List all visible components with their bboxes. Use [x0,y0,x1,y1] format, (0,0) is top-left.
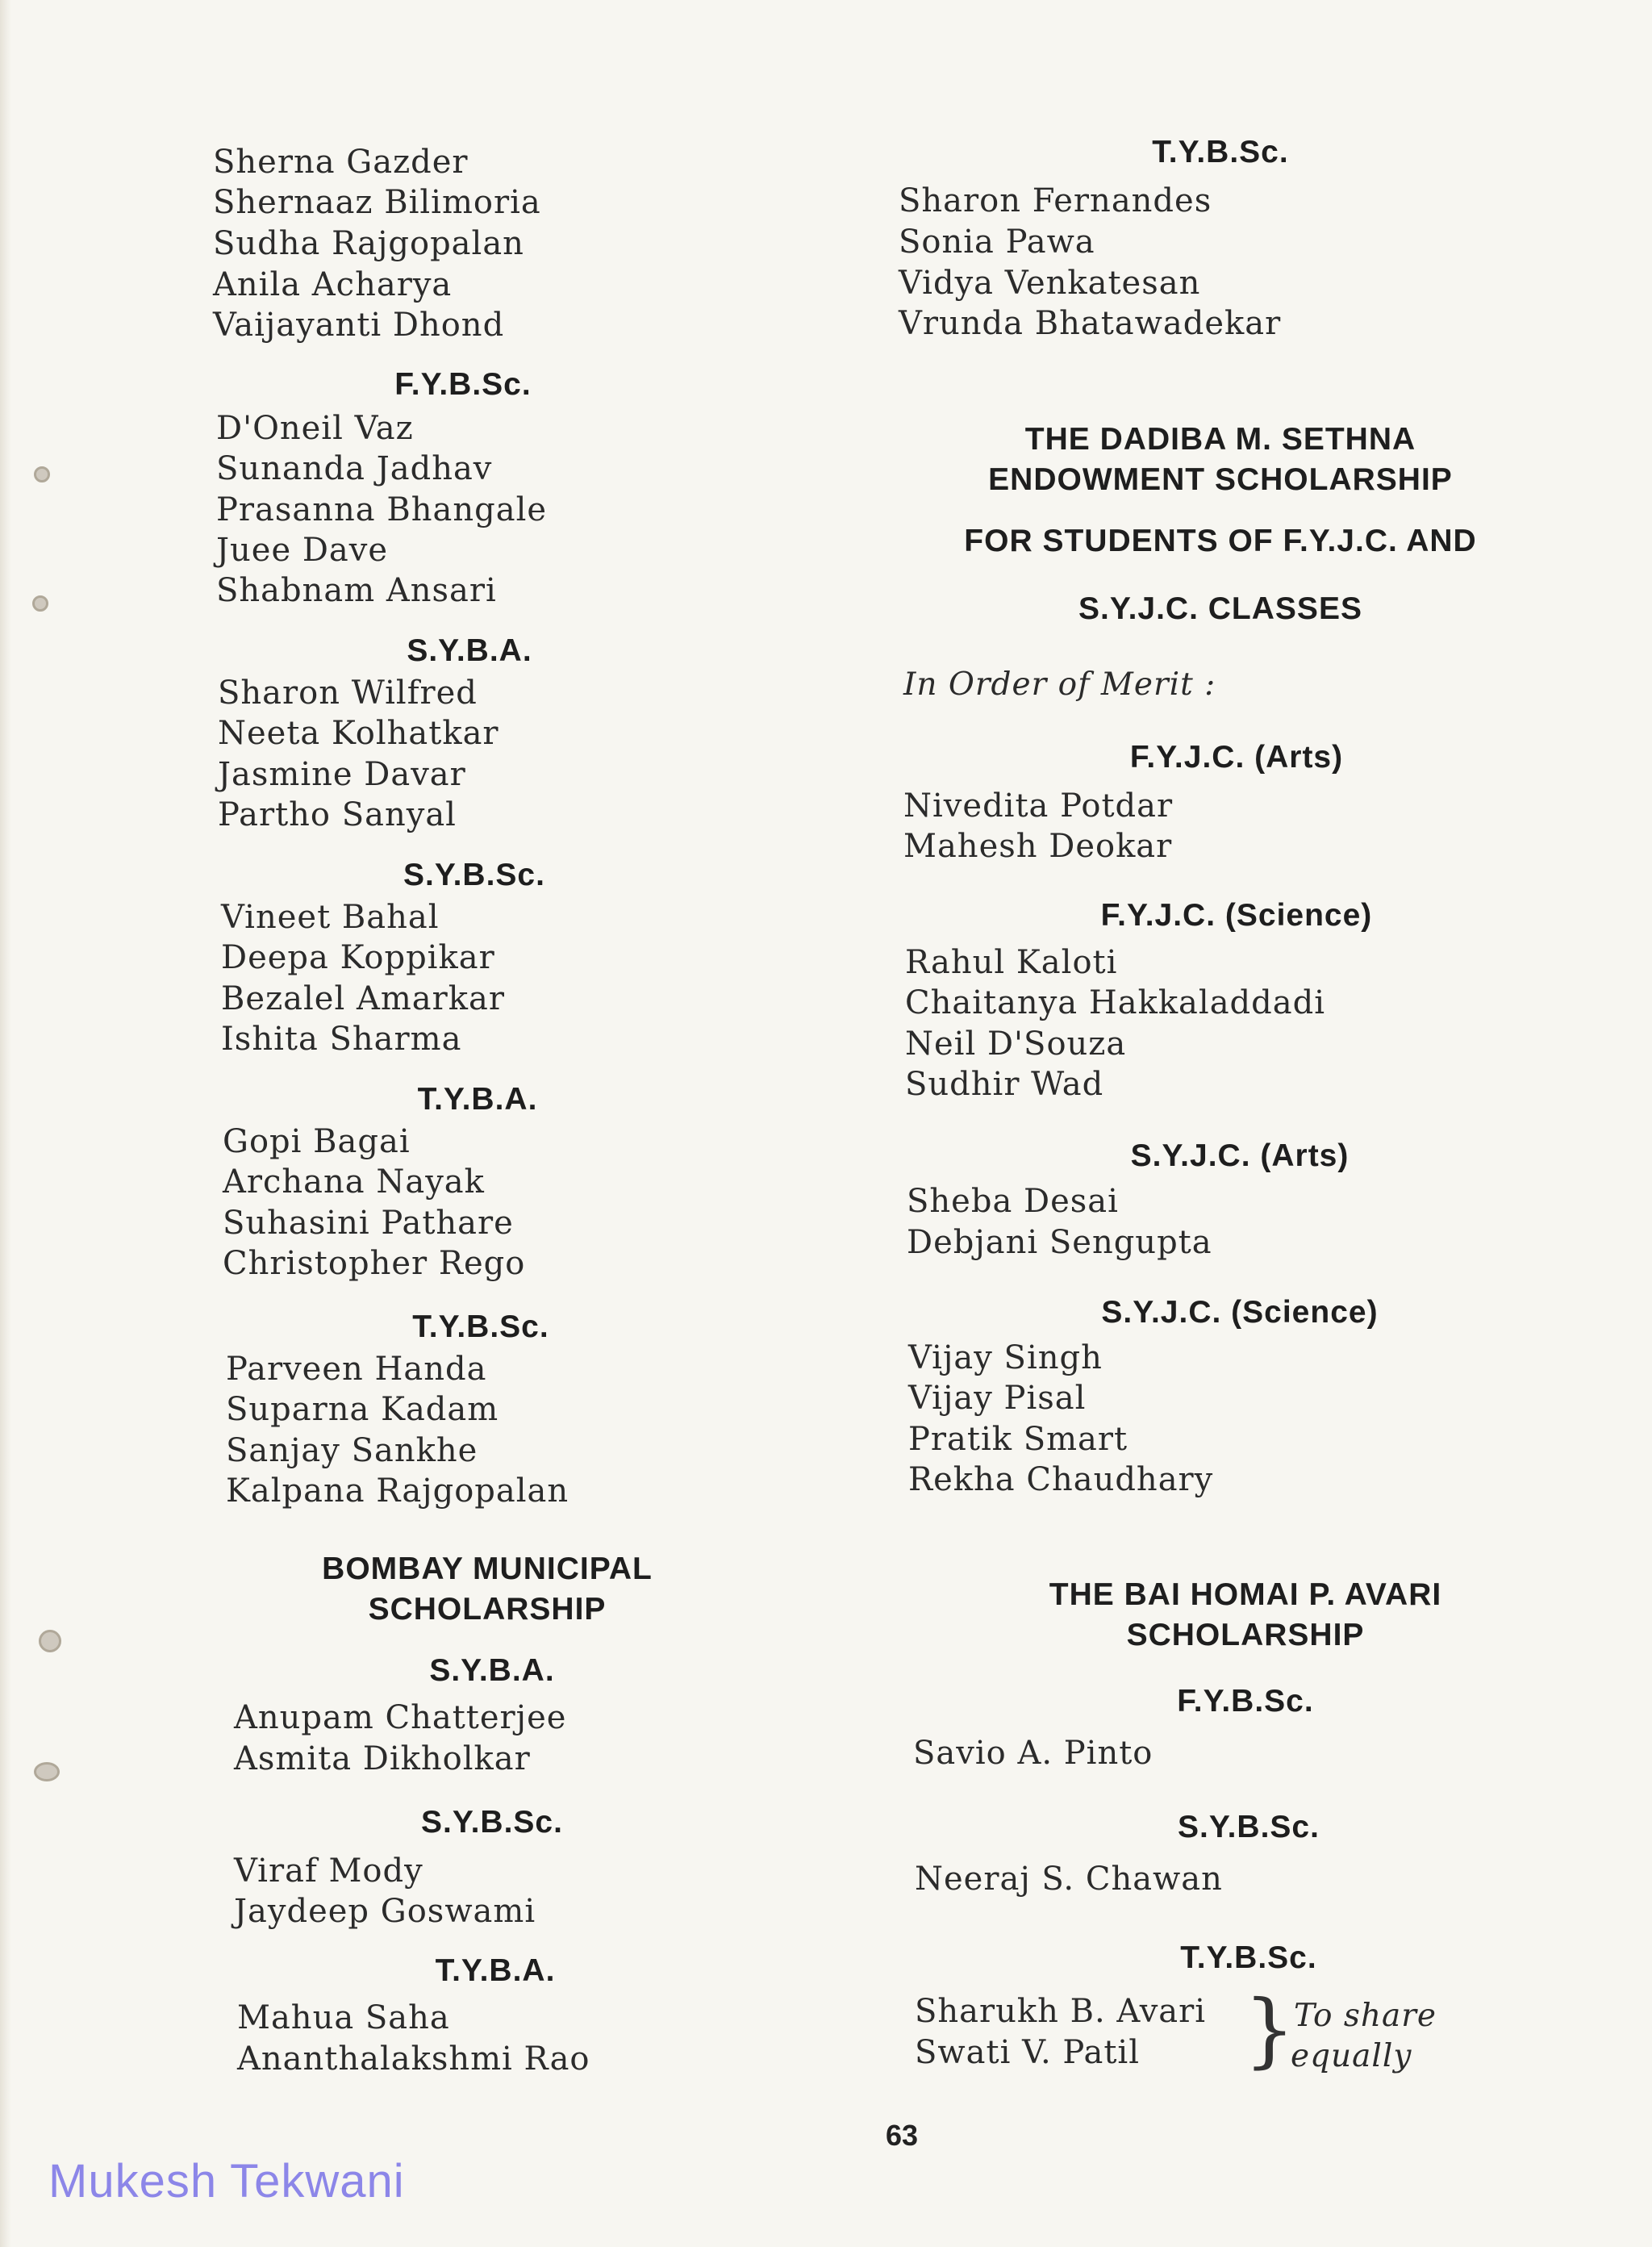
share-note-line2: equally [1291,2038,1412,2074]
merit-note: In Order of Merit : [903,666,1216,703]
binding-hole-3 [39,1630,61,1652]
section-heading-tybsc: T.Y.B.Sc. [412,1309,549,1344]
dadiba-title-line2: ENDOWMENT SCHOLARSHIP [988,462,1453,497]
list-item: Sharon Fernandes [899,182,1212,219]
bombay-heading-tyba: T.Y.B.A. [435,1953,556,1988]
section-heading-syba: S.Y.B.A. [407,633,532,668]
list-item: Nivedita Potdar [903,787,1174,825]
list-item: Debjani Sengupta [907,1224,1212,1261]
binding-hole-1 [34,466,50,482]
watermark: Mukesh Tekwani [48,2155,405,2207]
avari-heading-tybsc: T.Y.B.Sc. [1180,1940,1317,1975]
section-heading-sybsc: S.Y.B.Sc. [403,858,545,892]
heading-fyjc-science: F.Y.J.C. (Science) [1100,898,1373,933]
list-item: Viraf Mody [234,1852,423,1890]
list-item: Sudhir Wad [905,1066,1104,1103]
list-item: Rekha Chaudhary [908,1461,1214,1498]
avari-heading-fybsc: F.Y.B.Sc. [1177,1684,1314,1719]
list-item: Neeraj S. Chawan [915,1861,1223,1898]
list-item: Ishita Sharma [221,1021,462,1058]
binding-hole-2 [32,595,48,612]
list-item: Mahua Saha [237,1999,450,2036]
list-item: Deepa Koppikar [221,939,495,976]
list-item: Christopher Rego [223,1245,526,1282]
list-item: Sharon Wilfred [218,675,478,712]
list-item: Partho Sanyal [218,796,457,833]
list-item: Savio A. Pinto [913,1735,1153,1772]
list-item: Mahesh Deokar [903,828,1173,865]
dadiba-title-line4: S.Y.J.C. CLASSES [1078,591,1362,626]
list-item: Prasanna Bhangale [216,491,548,528]
list-item: Vineet Bahal [221,899,440,936]
list-item: Parveen Handa [226,1351,487,1388]
section-heading-fybsc: F.Y.B.Sc. [394,367,532,402]
avari-heading-sybsc: S.Y.B.Sc. [1178,1810,1320,1844]
list-item: Suparna Kadam [226,1391,499,1428]
heading-syjc-science: S.Y.J.C. (Science) [1101,1295,1379,1330]
dadiba-title-line3: FOR STUDENTS OF F.Y.J.C. AND [964,524,1477,558]
avari-title-line2: SCHOLARSHIP [1126,1618,1365,1652]
brace-icon: } [1244,1982,1295,2077]
list-item: Juee Dave [216,532,389,569]
list-item: Anila Acharya [213,266,453,303]
list-item: Archana Nayak [223,1163,485,1201]
page-number: 63 [886,2119,919,2152]
list-item: D'Oneil Vaz [216,410,414,447]
list-item: Swati V. Patil [915,2034,1141,2071]
list-item: Chaitanya Hakkaladdadi [905,984,1326,1021]
binding-hole-4 [34,1762,60,1781]
list-item: Suhasini Pathare [223,1205,514,1242]
section-heading-tyba: T.Y.B.A. [417,1082,538,1117]
list-item: Jasmine Davar [218,756,466,793]
dadiba-title-line1: THE DADIBA M. SETHNA [1024,422,1416,457]
list-item: Shabnam Ansari [216,572,497,609]
section-heading-right-tybsc: T.Y.B.Sc. [1152,135,1289,169]
list-item: Vidya Venkatesan [899,265,1201,302]
list-item: Vaijayanti Dhond [213,307,505,344]
list-item: Gopi Bagai [223,1123,411,1160]
list-item: Vrunda Bhatawadekar [899,305,1282,342]
list-item: Vijay Pisal [908,1380,1087,1417]
list-item: Kalpana Rajgopalan [226,1472,569,1510]
list-item: Shernaaz Bilimoria [213,184,541,221]
list-item: Neil D'Souza [905,1025,1127,1063]
heading-fyjc-arts: F.Y.J.C. (Arts) [1129,740,1344,775]
list-item: Sherna Gazder [213,144,469,181]
list-item: Pratik Smart [908,1421,1128,1458]
list-item: Sonia Pawa [899,223,1095,261]
list-item: Sanjay Sankhe [226,1432,478,1469]
list-item: Sheba Desai [907,1183,1119,1220]
avari-title-line1: THE BAI HOMAI P. AVARI [1049,1577,1442,1612]
list-item: Anupam Chatterjee [234,1699,567,1736]
bombay-scholarship-title-line2: SCHOLARSHIP [368,1592,607,1627]
page-spine-shadow [0,0,11,2247]
list-item: Sharukh B. Avari [915,1993,1207,2030]
list-item: Rahul Kaloti [905,944,1118,981]
list-item: Jaydeep Goswami [234,1893,536,1930]
bombay-scholarship-title-line1: BOMBAY MUNICIPAL [322,1552,653,1586]
bombay-heading-sybsc: S.Y.B.Sc. [421,1805,563,1840]
share-note-line1: To share [1294,1998,1437,2034]
list-item: Ananthalakshmi Rao [237,2040,590,2078]
list-item: Neeta Kolhatkar [218,715,499,752]
list-item: Sunanda Jadhav [216,450,493,487]
heading-syjc-arts: S.Y.J.C. (Arts) [1130,1138,1350,1173]
list-item: Bezalel Amarkar [221,980,505,1017]
list-item: Vijay Singh [908,1339,1103,1376]
list-item: Sudha Rajgopalan [213,225,524,262]
bombay-heading-syba: S.Y.B.A. [429,1653,555,1688]
list-item: Asmita Dikholkar [234,1740,531,1777]
